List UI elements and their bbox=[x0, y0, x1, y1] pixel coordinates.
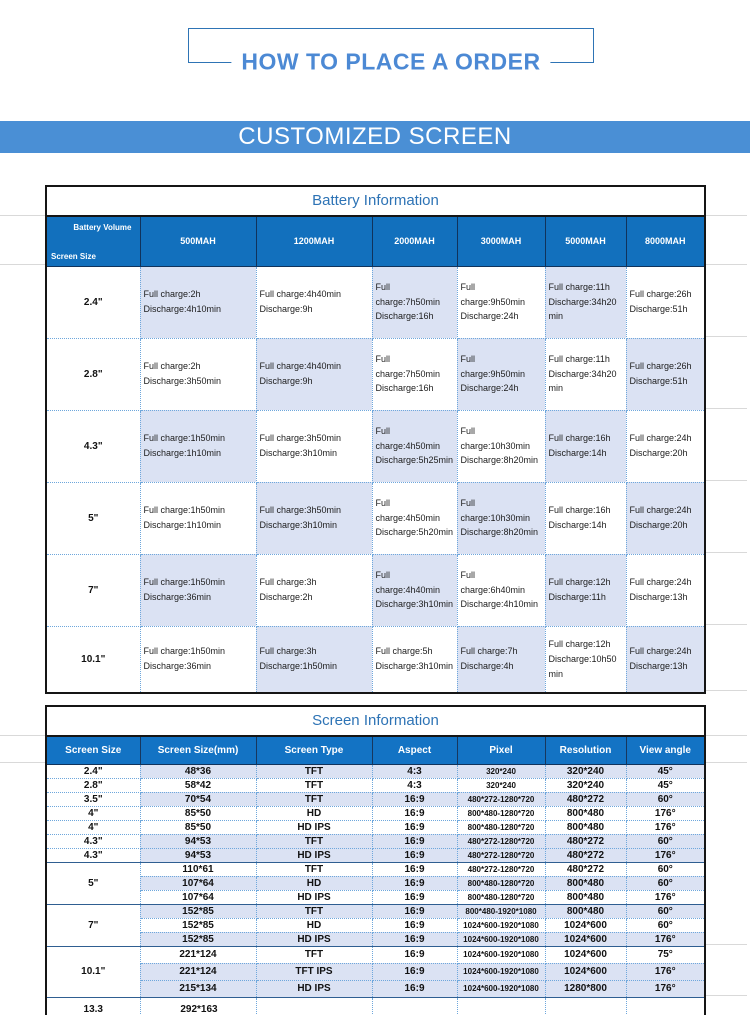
battery-row-size: 2.4" bbox=[47, 266, 140, 338]
order-title-box bbox=[188, 28, 594, 75]
battery-cell bbox=[256, 266, 372, 338]
screen-type-cell: TFT bbox=[256, 862, 372, 876]
screen-header-row bbox=[47, 737, 704, 764]
battery-row-size: 5" bbox=[47, 482, 140, 554]
screen-row bbox=[47, 997, 704, 1015]
screen-type-cell: TFT bbox=[256, 946, 372, 963]
screen-mm-cell: 107*64 bbox=[140, 890, 256, 904]
battery-cell-line: Discharge:20h bbox=[629, 448, 688, 458]
battery-cell-line: Discharge:9h bbox=[259, 376, 313, 386]
screen-mm-cell: 85*50 bbox=[140, 820, 256, 834]
battery-cell-line: Discharge:9h bbox=[259, 304, 313, 314]
screen-resolution-cell: 1024*600 bbox=[545, 963, 626, 980]
screen-view-cell: 75° bbox=[626, 946, 704, 963]
screen-view-cell: 176° bbox=[626, 890, 704, 904]
battery-cell-line: Discharge:3h10min bbox=[375, 599, 454, 610]
gridline-stub bbox=[706, 264, 747, 265]
screen-aspect-cell: 16:9 bbox=[372, 848, 457, 862]
screen-resolution-cell: 1024*600 bbox=[545, 932, 626, 946]
battery-cell-line: Discharge:5h25min bbox=[375, 455, 454, 466]
battery-cell-line: Discharge:13h bbox=[629, 592, 688, 602]
corner-battery-volume-label: Battery Volume bbox=[73, 223, 132, 232]
screen-column-header: Aspect bbox=[372, 737, 457, 764]
battery-cell bbox=[545, 338, 626, 410]
battery-cell-line: Discharge:1h10min bbox=[143, 520, 222, 530]
battery-header-row bbox=[47, 217, 704, 266]
battery-cell-line: Discharge:13h bbox=[629, 661, 688, 672]
battery-cell bbox=[140, 410, 256, 482]
screen-aspect-cell: 16:9 bbox=[372, 904, 457, 918]
screen-aspect-cell: 16:9 bbox=[372, 980, 457, 997]
battery-cell bbox=[626, 410, 704, 482]
battery-cell-line: Full charge:24h bbox=[629, 505, 692, 516]
battery-table-grid bbox=[47, 217, 704, 692]
screen-aspect-cell: 16:9 bbox=[372, 963, 457, 980]
battery-cell-line: Discharge:51h bbox=[629, 304, 688, 314]
screen-pixel-cell: 480*272-1280*720 bbox=[457, 862, 545, 876]
screen-aspect-cell: 16:9 bbox=[372, 834, 457, 848]
battery-cell bbox=[457, 338, 545, 410]
screen-mm-cell: 70*54 bbox=[140, 792, 256, 806]
battery-row bbox=[47, 626, 704, 692]
screen-pixel-cell: 800*480-1920*1080 bbox=[457, 904, 545, 918]
battery-cell-line: Full charge:1h50min bbox=[143, 577, 226, 588]
screen-size-cell: 4.3" bbox=[47, 848, 140, 862]
battery-cell bbox=[626, 626, 704, 692]
screen-table-title: Screen Information bbox=[47, 707, 704, 737]
screen-type-cell: HD bbox=[256, 806, 372, 820]
battery-cell bbox=[545, 482, 626, 554]
screen-pixel-cell: 800*480-1280*720 bbox=[457, 876, 545, 890]
screen-aspect-cell: 4:3 bbox=[372, 764, 457, 778]
screen-size-cell: 4" bbox=[47, 820, 140, 834]
battery-cell-line: Full charge:4h50min bbox=[375, 497, 441, 523]
screen-mm-cell: 221*124 bbox=[140, 946, 256, 963]
battery-cell bbox=[372, 410, 457, 482]
battery-cell-line: Full charge:4h50min bbox=[375, 425, 441, 451]
screen-size-cell: 7" bbox=[47, 904, 140, 946]
battery-cell-line: Full charge:5h bbox=[375, 646, 433, 657]
screen-size-cell: 4.3" bbox=[47, 834, 140, 848]
battery-cell bbox=[372, 554, 457, 626]
screen-pixel-cell: 1024*600-1920*1080 bbox=[457, 918, 545, 932]
screen-resolution-cell: 800*480 bbox=[545, 890, 626, 904]
battery-cell-line: Full charge:7h50min bbox=[375, 281, 441, 307]
battery-cell bbox=[256, 554, 372, 626]
battery-cell-line: Full charge:24h bbox=[629, 646, 692, 657]
battery-cell bbox=[372, 266, 457, 338]
gridline-stub bbox=[0, 735, 45, 736]
battery-cell-line: Full charge:26h bbox=[629, 361, 692, 372]
screen-pixel-cell: 1024*600-1920*1080 bbox=[457, 932, 545, 946]
battery-cell-line: Discharge:24h bbox=[460, 383, 519, 394]
screen-aspect-cell: 4:3 bbox=[372, 778, 457, 792]
screen-mm-cell: 85*50 bbox=[140, 806, 256, 820]
screen-mm-cell: 221*124 bbox=[140, 963, 256, 980]
screen-resolution-cell: 480*272 bbox=[545, 834, 626, 848]
battery-cell bbox=[457, 266, 545, 338]
battery-cell-line: Full charge:1h50min bbox=[143, 433, 226, 444]
screen-view-cell: 176° bbox=[626, 980, 704, 997]
gridline-stub bbox=[706, 336, 747, 337]
screen-row bbox=[47, 834, 704, 848]
battery-cell bbox=[140, 266, 256, 338]
screen-pixel-cell: 1024*600-1920*1080 bbox=[457, 980, 545, 997]
screen-size-cell: 3.5" bbox=[47, 792, 140, 806]
gridline-stub bbox=[706, 762, 747, 763]
battery-cell bbox=[372, 626, 457, 692]
screen-type-cell: HD IPS bbox=[256, 820, 372, 834]
battery-cell-line: Full charge:16h bbox=[548, 433, 611, 444]
battery-cell-line: Full charge:7h bbox=[460, 646, 518, 657]
screen-mm-cell: 58*42 bbox=[140, 778, 256, 792]
screen-row bbox=[47, 890, 704, 904]
screen-row bbox=[47, 862, 704, 876]
screen-view-cell: 176° bbox=[626, 963, 704, 980]
screen-size-cell: 5" bbox=[47, 862, 140, 904]
battery-column-header: 2000MAH bbox=[372, 217, 457, 266]
battery-cell bbox=[372, 338, 457, 410]
screen-view-cell: 60° bbox=[626, 862, 704, 876]
battery-cell-line: Full charge:10h30min bbox=[460, 497, 531, 523]
screen-aspect-cell: 16:9 bbox=[372, 792, 457, 806]
battery-cell-line: Discharge:1h50min bbox=[259, 661, 338, 672]
battery-cell bbox=[256, 410, 372, 482]
screen-row bbox=[47, 764, 704, 778]
screen-row bbox=[47, 932, 704, 946]
screen-column-header: View angle bbox=[626, 737, 704, 764]
screen-row bbox=[47, 904, 704, 918]
gridline-stub bbox=[706, 995, 747, 996]
page-title: HOW TO PLACE A ORDER bbox=[231, 49, 550, 76]
gridline-stub bbox=[706, 215, 747, 216]
screen-row bbox=[47, 820, 704, 834]
battery-cell-line: Full charge:10h30min bbox=[460, 425, 531, 451]
battery-row-size: 2.8" bbox=[47, 338, 140, 410]
screen-resolution-cell: 320*240 bbox=[545, 778, 626, 792]
battery-cell-line: Discharge:11h bbox=[548, 592, 606, 602]
screen-row bbox=[47, 918, 704, 932]
screen-aspect-cell: 16:9 bbox=[372, 876, 457, 890]
screen-aspect-cell: 16:9 bbox=[372, 932, 457, 946]
screen-type-cell: TFT IPS bbox=[256, 963, 372, 980]
screen-type-cell: TFT bbox=[256, 904, 372, 918]
battery-cell-line: Full charge:12h bbox=[548, 638, 611, 649]
screen-aspect-cell: 16:9 bbox=[372, 890, 457, 904]
battery-cell-line: Discharge:3h10min bbox=[259, 448, 338, 458]
battery-row-size: 10.1" bbox=[47, 626, 140, 692]
screen-row bbox=[47, 963, 704, 980]
battery-cell bbox=[545, 626, 626, 692]
screen-view-cell: 60° bbox=[626, 876, 704, 890]
battery-cell bbox=[457, 554, 545, 626]
screen-mm-cell: 48*36 bbox=[140, 764, 256, 778]
screen-aspect-cell: 16:9 bbox=[372, 918, 457, 932]
screen-type-cell: HD IPS bbox=[256, 980, 372, 997]
gridline-stub bbox=[0, 762, 45, 763]
battery-corner-cell bbox=[47, 217, 140, 266]
battery-cell-line: Full charge:7h50min bbox=[375, 353, 441, 379]
screen-pixel-cell: 800*480-1280*720 bbox=[457, 806, 545, 820]
battery-row bbox=[47, 554, 704, 626]
screen-pixel-cell: 480*272-1280*720 bbox=[457, 848, 545, 862]
battery-cell-line: Full charge:2h bbox=[143, 361, 201, 372]
battery-cell-line: Full charge:24h bbox=[629, 577, 692, 588]
screen-column-header: Resolution bbox=[545, 737, 626, 764]
screen-pixel-cell: 800*480-1280*720 bbox=[457, 820, 545, 834]
screen-pixel-cell: 320*240 bbox=[457, 764, 545, 778]
battery-cell bbox=[140, 338, 256, 410]
screen-aspect-cell: 16:9 bbox=[372, 946, 457, 963]
battery-cell bbox=[256, 338, 372, 410]
battery-cell bbox=[140, 626, 256, 692]
battery-cell bbox=[372, 482, 457, 554]
screen-type-cell: TFT bbox=[256, 764, 372, 778]
screen-view-cell: 176° bbox=[626, 848, 704, 862]
battery-cell-line: Full charge:4h40min bbox=[259, 289, 342, 300]
banner-title: CUSTOMIZED SCREEN bbox=[238, 123, 512, 150]
battery-cell bbox=[626, 482, 704, 554]
screen-view-cell: 176° bbox=[626, 932, 704, 946]
battery-cell-line: Full charge:11h bbox=[548, 281, 610, 292]
battery-cell-line: Full charge:26h bbox=[629, 289, 692, 300]
battery-cell bbox=[457, 410, 545, 482]
screen-size-cell: 13.3 bbox=[47, 997, 140, 1015]
battery-row-size: 4.3" bbox=[47, 410, 140, 482]
screen-row bbox=[47, 806, 704, 820]
battery-cell-line: Discharge:10h50min bbox=[548, 653, 617, 679]
screen-column-header: Pixel bbox=[457, 737, 545, 764]
screen-resolution-cell: 1280*800 bbox=[545, 980, 626, 997]
screen-view-cell: 176° bbox=[626, 806, 704, 820]
battery-cell bbox=[545, 266, 626, 338]
battery-cell bbox=[626, 338, 704, 410]
screen-size-cell: 4" bbox=[47, 806, 140, 820]
battery-cell-line: Full charge:1h50min bbox=[143, 505, 226, 516]
screen-mm-cell: 94*53 bbox=[140, 848, 256, 862]
screen-view-cell bbox=[626, 997, 704, 1015]
screen-mm-cell: 292*163 bbox=[140, 997, 256, 1015]
battery-cell-line: Discharge:8h20min bbox=[460, 527, 539, 538]
battery-cell-line: Discharge:1h10min bbox=[143, 448, 222, 458]
screen-size-cell: 10.1" bbox=[47, 946, 140, 997]
battery-cell-line: Discharge:34h20min bbox=[548, 296, 617, 322]
battery-cell-line: Full charge:12h bbox=[548, 577, 611, 588]
battery-cell bbox=[545, 410, 626, 482]
screen-resolution-cell: 320*240 bbox=[545, 764, 626, 778]
screen-column-header: Screen Size(mm) bbox=[140, 737, 256, 764]
screen-pixel-cell: 800*480-1280*720 bbox=[457, 890, 545, 904]
screen-resolution-cell bbox=[545, 997, 626, 1015]
battery-cell-line: Discharge:4h10min bbox=[143, 304, 222, 314]
screen-pixel-cell: 1024*600-1920*1080 bbox=[457, 963, 545, 980]
screen-view-cell: 60° bbox=[626, 834, 704, 848]
screen-aspect-cell bbox=[372, 997, 457, 1015]
customized-screen-banner bbox=[0, 121, 750, 153]
battery-cell-line: Discharge:14h bbox=[548, 520, 607, 530]
battery-cell-line: Discharge:36min bbox=[143, 592, 212, 602]
battery-cell-line: Full charge:3h bbox=[259, 646, 317, 657]
screen-resolution-cell: 1024*600 bbox=[545, 918, 626, 932]
screen-type-cell: HD bbox=[256, 876, 372, 890]
screen-type-cell: HD IPS bbox=[256, 932, 372, 946]
battery-column-header: 3000MAH bbox=[457, 217, 545, 266]
gridline-stub bbox=[706, 408, 747, 409]
battery-cell bbox=[256, 626, 372, 692]
battery-cell-line: Full charge:3h50min bbox=[259, 505, 342, 516]
screen-resolution-cell: 480*272 bbox=[545, 862, 626, 876]
screen-pixel-cell: 320*240 bbox=[457, 778, 545, 792]
screen-mm-cell: 152*85 bbox=[140, 932, 256, 946]
screen-mm-cell: 152*85 bbox=[140, 904, 256, 918]
battery-row bbox=[47, 338, 704, 410]
screen-view-cell: 45° bbox=[626, 778, 704, 792]
battery-cell bbox=[545, 554, 626, 626]
screen-table-grid bbox=[47, 737, 704, 1015]
battery-cell-line: Discharge:36min bbox=[143, 661, 212, 672]
screen-column-header: Screen Type bbox=[256, 737, 372, 764]
gridline-stub bbox=[706, 690, 747, 691]
battery-cell-line: Full charge:9h50min bbox=[460, 353, 526, 379]
screen-size-cell: 2.8" bbox=[47, 778, 140, 792]
battery-row-size: 7" bbox=[47, 554, 140, 626]
gridline-stub bbox=[706, 552, 747, 553]
battery-row bbox=[47, 410, 704, 482]
battery-cell-line: Discharge:3h50min bbox=[143, 376, 222, 386]
screen-resolution-cell: 800*480 bbox=[545, 904, 626, 918]
screen-aspect-cell: 16:9 bbox=[372, 820, 457, 834]
screen-resolution-cell: 1024*600 bbox=[545, 946, 626, 963]
screen-row bbox=[47, 848, 704, 862]
screen-view-cell: 60° bbox=[626, 904, 704, 918]
screen-resolution-cell: 800*480 bbox=[545, 876, 626, 890]
screen-pixel-cell bbox=[457, 997, 545, 1015]
gridline-stub bbox=[706, 944, 747, 945]
screen-view-cell: 45° bbox=[626, 764, 704, 778]
battery-column-header: 1200MAH bbox=[256, 217, 372, 266]
gridline-stub bbox=[706, 735, 747, 736]
corner-screen-size-label: Screen Size bbox=[51, 251, 96, 261]
screen-type-cell: HD bbox=[256, 918, 372, 932]
gridline-stub bbox=[0, 264, 45, 265]
battery-cell-line: Discharge:2h bbox=[259, 592, 313, 602]
battery-cell-line: Full charge:3h bbox=[259, 577, 317, 588]
screen-mm-cell: 215*134 bbox=[140, 980, 256, 997]
battery-cell-line: Full charge:4h40min bbox=[259, 361, 342, 372]
battery-cell-line: Full charge:1h50min bbox=[143, 646, 226, 657]
screen-type-cell: TFT bbox=[256, 778, 372, 792]
screen-type-cell bbox=[256, 997, 372, 1015]
screen-resolution-cell: 480*272 bbox=[545, 848, 626, 862]
screen-pixel-cell: 480*272-1280*720 bbox=[457, 834, 545, 848]
screen-mm-cell: 94*53 bbox=[140, 834, 256, 848]
battery-cell-line: Discharge:16h bbox=[375, 383, 434, 394]
screen-pixel-cell: 480*272-1280*720 bbox=[457, 792, 545, 806]
battery-cell-line: Discharge:34h20min bbox=[548, 368, 617, 394]
screen-row bbox=[47, 778, 704, 792]
gridline-stub bbox=[706, 480, 747, 481]
battery-cell-line: Full charge:2h bbox=[143, 289, 201, 300]
screen-resolution-cell: 800*480 bbox=[545, 820, 626, 834]
battery-cell-line: Full charge:11h bbox=[548, 353, 610, 364]
battery-cell-line: Full charge:3h50min bbox=[259, 433, 342, 444]
screen-mm-cell: 107*64 bbox=[140, 876, 256, 890]
battery-cell-line: Discharge:3h10min bbox=[259, 520, 338, 530]
battery-row bbox=[47, 482, 704, 554]
screen-information-table bbox=[45, 705, 706, 1015]
screen-resolution-cell: 800*480 bbox=[545, 806, 626, 820]
screen-resolution-cell: 480*272 bbox=[545, 792, 626, 806]
battery-cell-line: Full charge:4h40min bbox=[375, 569, 441, 595]
battery-cell bbox=[626, 554, 704, 626]
screen-row bbox=[47, 980, 704, 997]
battery-cell-line: Discharge:20h bbox=[629, 520, 688, 530]
battery-cell bbox=[256, 482, 372, 554]
screen-type-cell: TFT bbox=[256, 834, 372, 848]
screen-column-header: Screen Size bbox=[47, 737, 140, 764]
gridline-stub bbox=[0, 215, 45, 216]
battery-cell-line: Discharge:16h bbox=[375, 311, 434, 322]
screen-pixel-cell: 1024*600-1920*1080 bbox=[457, 946, 545, 963]
battery-cell-line: Discharge:4h10min bbox=[460, 599, 539, 610]
screen-aspect-cell: 16:9 bbox=[372, 862, 457, 876]
battery-cell-line: Full charge:9h50min bbox=[460, 281, 526, 307]
screen-row bbox=[47, 946, 704, 963]
screen-mm-cell: 152*85 bbox=[140, 918, 256, 932]
screen-mm-cell: 110*61 bbox=[140, 862, 256, 876]
screen-type-cell: HD IPS bbox=[256, 890, 372, 904]
screen-aspect-cell: 16:9 bbox=[372, 806, 457, 820]
screen-view-cell: 60° bbox=[626, 792, 704, 806]
screen-row bbox=[47, 792, 704, 806]
screen-type-cell: HD IPS bbox=[256, 848, 372, 862]
battery-cell-line: Discharge:51h bbox=[629, 376, 688, 386]
battery-row bbox=[47, 266, 704, 338]
battery-cell-line: Discharge:14h bbox=[548, 448, 607, 458]
battery-cell-line: Discharge:8h20min bbox=[460, 455, 539, 466]
gridline-stub bbox=[706, 624, 747, 625]
battery-cell-line: Discharge:4h bbox=[460, 661, 514, 672]
battery-cell bbox=[626, 266, 704, 338]
screen-row bbox=[47, 876, 704, 890]
battery-cell bbox=[140, 554, 256, 626]
battery-column-header: 8000MAH bbox=[626, 217, 704, 266]
battery-column-header: 5000MAH bbox=[545, 217, 626, 266]
screen-size-cell: 2.4" bbox=[47, 764, 140, 778]
screen-view-cell: 60° bbox=[626, 918, 704, 932]
battery-cell-line: Discharge:24h bbox=[460, 311, 519, 322]
screen-view-cell: 176° bbox=[626, 820, 704, 834]
battery-cell bbox=[140, 482, 256, 554]
battery-column-header: 500MAH bbox=[140, 217, 256, 266]
battery-cell-line: Discharge:3h10min bbox=[375, 661, 454, 672]
battery-cell bbox=[457, 482, 545, 554]
battery-cell-line: Full charge:6h40min bbox=[460, 569, 526, 595]
battery-information-table bbox=[45, 185, 706, 694]
battery-table-title: Battery Information bbox=[47, 187, 704, 217]
screen-type-cell: TFT bbox=[256, 792, 372, 806]
battery-cell-line: Full charge:16h bbox=[548, 505, 611, 516]
battery-cell bbox=[457, 626, 545, 692]
battery-cell-line: Full charge:24h bbox=[629, 433, 692, 444]
battery-cell-line: Discharge:5h20min bbox=[375, 527, 454, 538]
